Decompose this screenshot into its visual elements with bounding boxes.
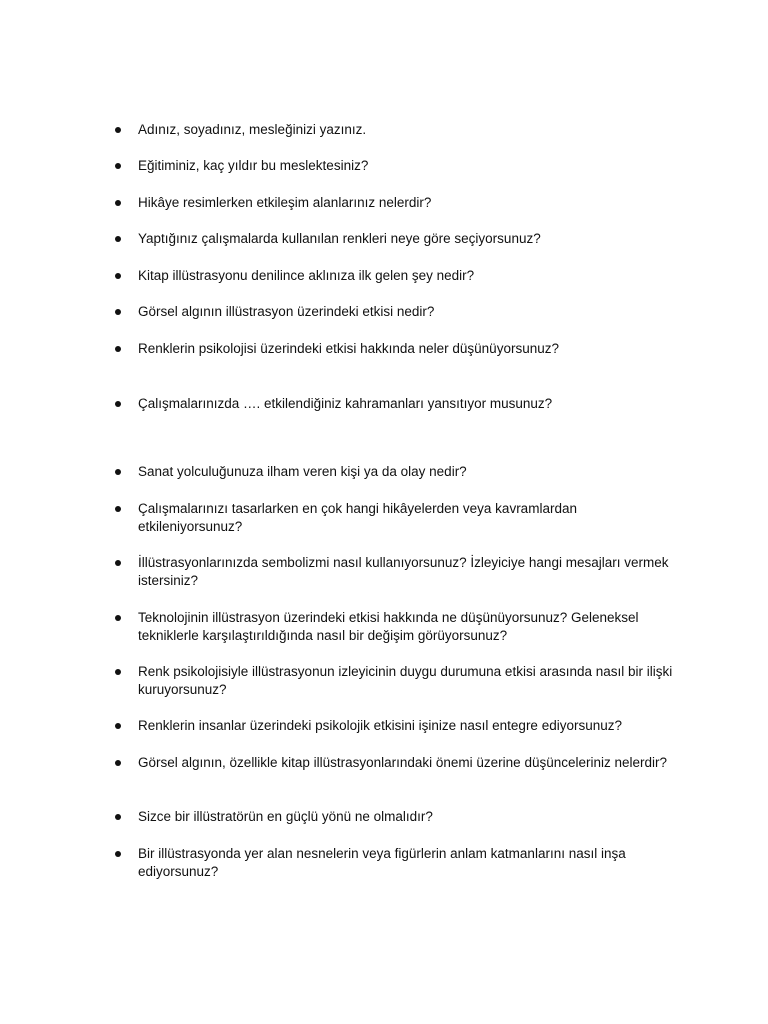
question-text: Bir illüstrasyonda yer alan nesnelerin veya figürlerin anlam katmanlarını nasıl inşa ediyorsunuz? xyxy=(138,846,626,879)
list-item xyxy=(138,157,683,175)
bullet-icon xyxy=(115,200,121,206)
question-text: Sizce bir illüstratörün en güçlü yönü ne olmalıdır? xyxy=(138,809,433,824)
question-text: Renklerin insanlar üzerindeki psikolojik etkisini işinize nasıl entegre ediyorsunuz? xyxy=(138,718,622,733)
list-item xyxy=(138,500,683,536)
question-text: Hikâye resimlerken etkileşim alanlarınız nelerdir? xyxy=(138,195,432,210)
question-text: Görsel algının illüstrasyon üzerindeki etkisi nedir? xyxy=(138,304,435,319)
question-text: Görsel algının, özellikle kitap illüstrasyonlarındaki önemi üzerine düşünceleriniz nelerdir? xyxy=(138,755,668,770)
question-text: Sanat yolculuğunuza ilham veren kişi ya da olay nedir? xyxy=(138,464,467,479)
list-item xyxy=(138,663,683,699)
question-text: Çalışmalarınızda …. etkilendiğiniz kahramanları yansıtıyor musunuz? xyxy=(138,396,553,411)
bullet-icon xyxy=(115,814,121,820)
question-text: Adınız, soyadınız, mesleğinizi yazınız. xyxy=(138,122,367,137)
question-text: Yaptığınız çalışmalarda kullanılan renkleri neye göre seçiyorsunuz? xyxy=(138,231,541,246)
question-text: Teknolojinin illüstrasyon üzerindeki etkisi hakkında ne düşünüyorsunuz? Geleneksel tekniklerle karşılaştırıldığında nasıl bir değişim görüyorsunuz? xyxy=(138,610,639,643)
list-item xyxy=(138,463,683,481)
bullet-icon xyxy=(115,560,121,566)
bullet-icon xyxy=(115,615,121,621)
bullet-icon xyxy=(115,760,121,766)
bullet-icon xyxy=(115,469,121,475)
list-item xyxy=(138,609,683,645)
question-text: İllüstrasyonlarınızda sembolizmi nasıl kullanıyorsunuz? İzleyiciye hangi mesajları vermek istersiniz? xyxy=(138,555,669,588)
question-text: Renklerin psikolojisi üzerindeki etkisi hakkında neler düşünüyorsunuz? xyxy=(138,341,559,356)
list-item xyxy=(138,717,683,735)
bullet-icon xyxy=(115,309,121,315)
list-item xyxy=(138,845,683,881)
bullet-icon xyxy=(115,669,121,675)
list-item xyxy=(138,754,683,772)
bullet-icon xyxy=(115,163,121,169)
list-item xyxy=(138,340,683,358)
list-item xyxy=(138,554,683,590)
list-item xyxy=(138,395,683,413)
bullet-icon xyxy=(115,127,121,133)
question-text: Kitap illüstrasyonu denilince aklınıza ilk gelen şey nedir? xyxy=(138,268,475,283)
bullet-icon xyxy=(115,723,121,729)
bullet-icon xyxy=(115,346,121,352)
bullet-icon xyxy=(115,236,121,242)
list-item xyxy=(138,230,683,248)
question-text: Çalışmalarınızı tasarlarken en çok hangi hikâyelerden veya kavramlardan etkileniyorsunuz? xyxy=(138,501,577,534)
list-item xyxy=(138,121,683,139)
bullet-icon xyxy=(115,401,121,407)
question-text: Eğitiminiz, kaç yıldır bu meslektesiniz? xyxy=(138,158,369,173)
list-item xyxy=(138,194,683,212)
bullet-icon xyxy=(115,851,121,857)
list-item xyxy=(138,303,683,321)
list-item xyxy=(138,267,683,285)
bullet-icon xyxy=(115,506,121,512)
list-item xyxy=(138,808,683,826)
bullet-icon xyxy=(115,273,121,279)
question-text: Renk psikolojisiyle illüstrasyonun izleyicinin duygu durumuna etkisi arasında nasıl bir ilişki kuruyorsunuz? xyxy=(138,664,673,697)
